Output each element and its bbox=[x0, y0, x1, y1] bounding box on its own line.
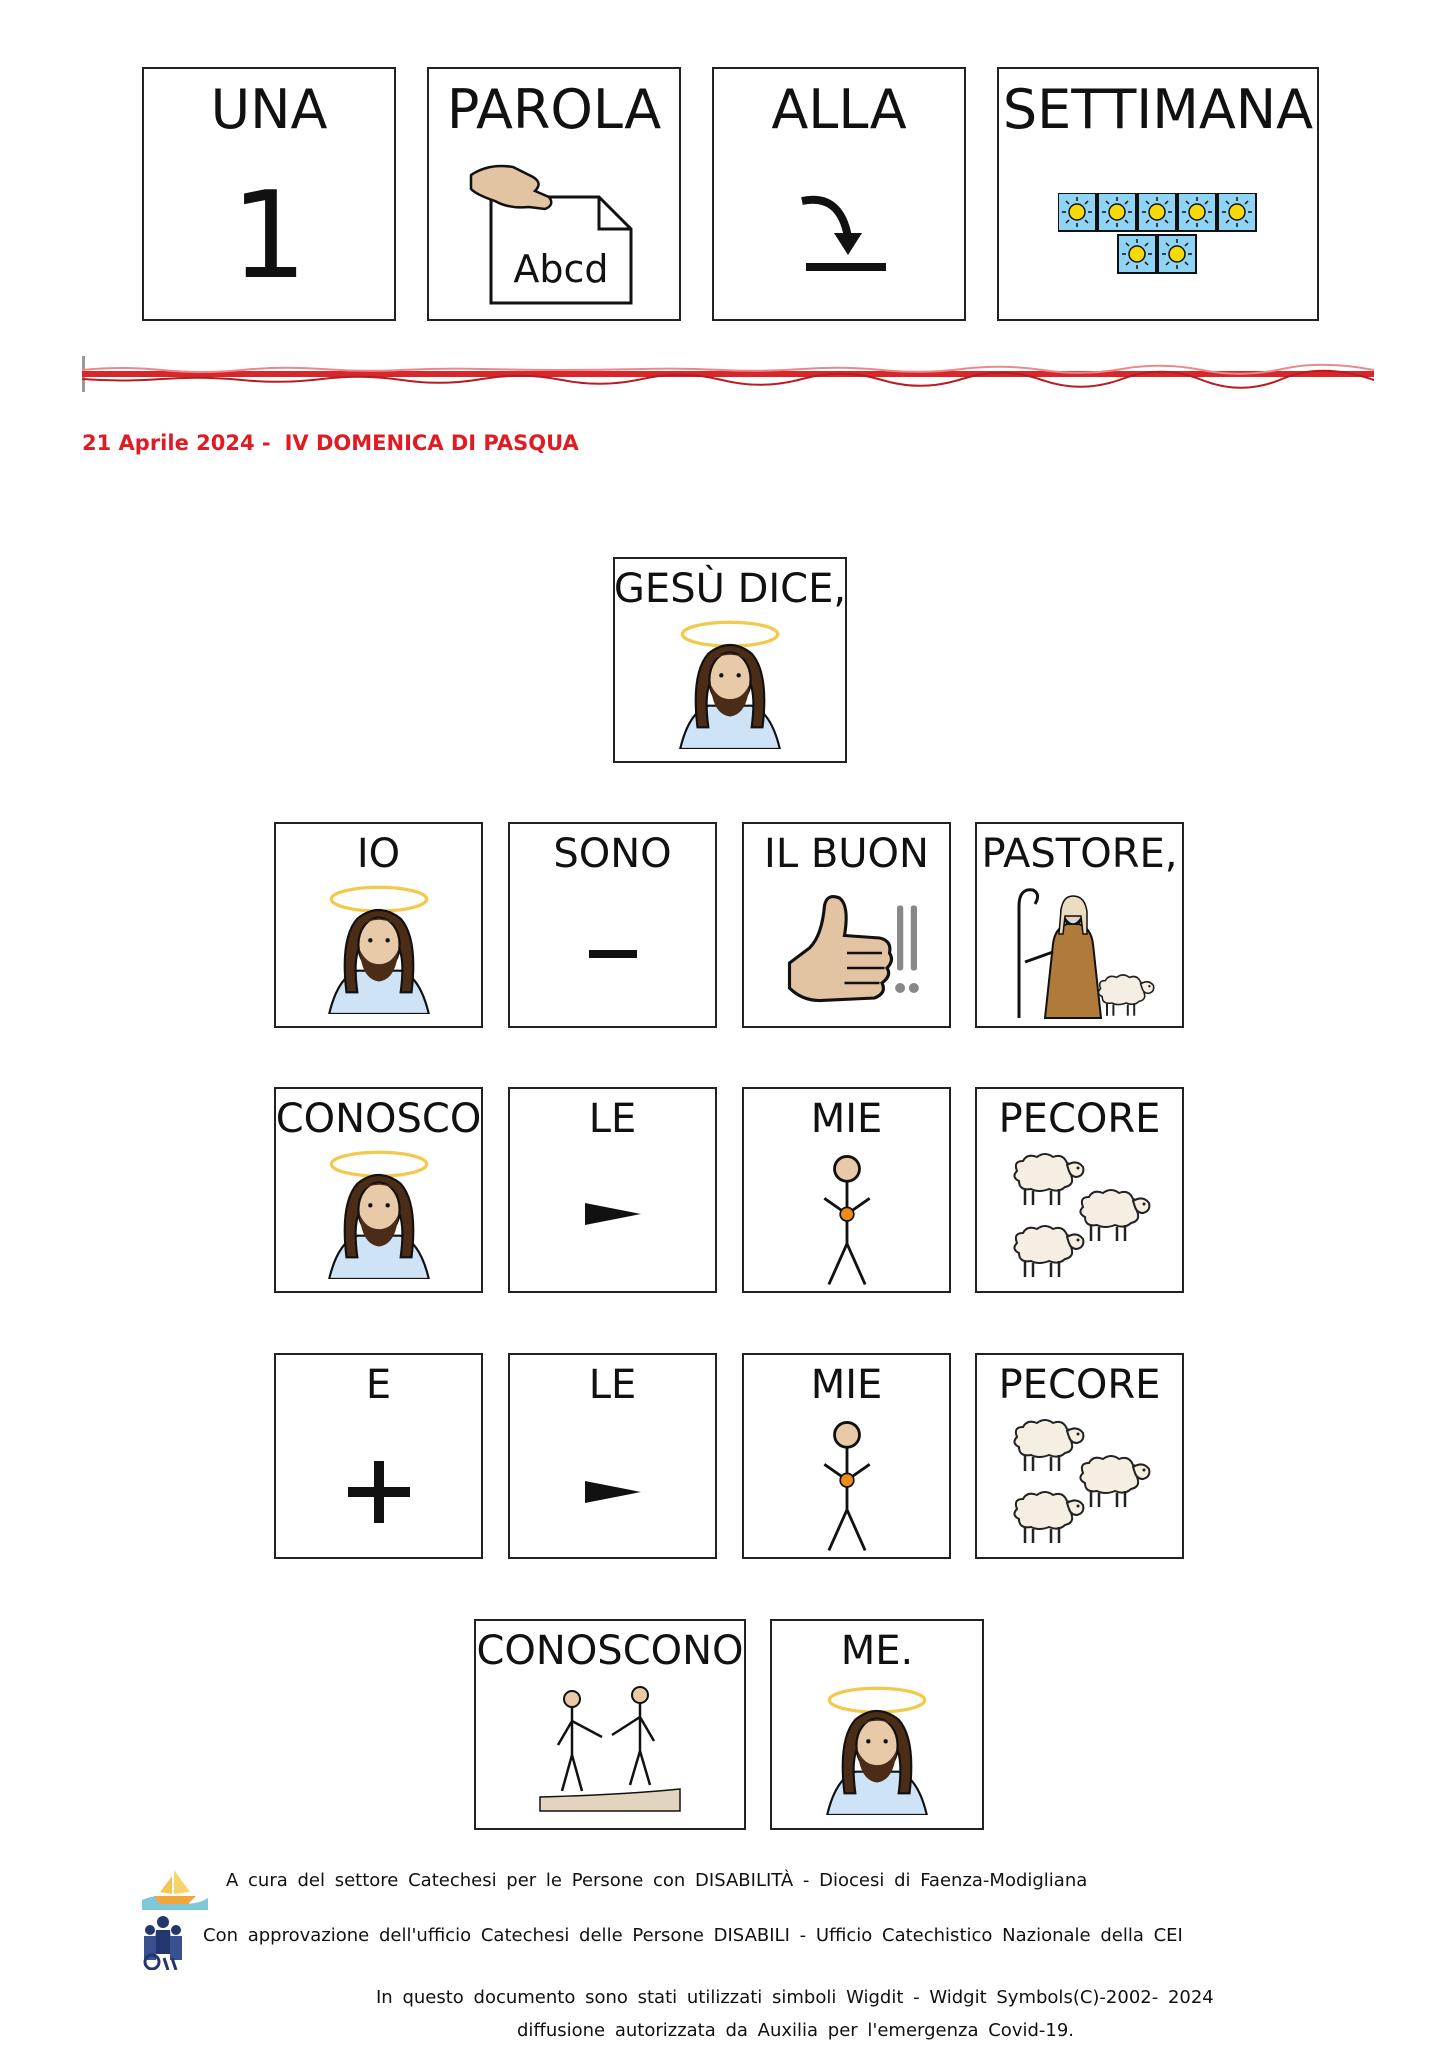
card-word: PASTORE, bbox=[981, 831, 1178, 877]
card-sono bbox=[508, 822, 717, 1028]
card-word: MIE bbox=[810, 1096, 883, 1142]
card-il-buon bbox=[742, 822, 951, 1028]
footer-line-4: diffusione autorizzata da Auxilia per l'emergenza Covid-19. bbox=[517, 2020, 1075, 2041]
date-title-line bbox=[82, 431, 593, 455]
header-card-settimana bbox=[997, 67, 1319, 321]
header-card-una bbox=[142, 67, 396, 321]
shepherd-icon bbox=[1005, 882, 1155, 1022]
sunday-title: IV DOMENICA DI PASQUA bbox=[284, 431, 579, 455]
card-word: IO bbox=[356, 831, 401, 877]
people-group-logo-icon bbox=[138, 1914, 188, 1970]
card-word: PECORE bbox=[998, 1096, 1161, 1142]
card-le bbox=[508, 1353, 717, 1559]
card-word: SONO bbox=[553, 831, 672, 877]
number-one-icon: 1 bbox=[230, 167, 308, 306]
card-pecore bbox=[975, 1353, 1184, 1559]
jesus-icon bbox=[314, 884, 444, 1014]
jesus-icon bbox=[812, 1685, 942, 1815]
card-me bbox=[770, 1619, 984, 1830]
card-word: PECORE bbox=[998, 1362, 1161, 1408]
week-calendar-icon bbox=[1058, 193, 1258, 283]
card-conosco bbox=[274, 1087, 483, 1293]
two-people-meeting-icon bbox=[530, 1685, 690, 1815]
card-word: CONOSCONO bbox=[476, 1628, 744, 1674]
person-self-icon bbox=[812, 1153, 882, 1289]
card-pecore bbox=[975, 1087, 1184, 1293]
triangle-pointer-icon bbox=[583, 1477, 643, 1507]
footer-line-3: In questo documento sono stati utilizzati simboli Wigdit - Widgit Symbols(C)-2002- 2024 bbox=[376, 1987, 1214, 2008]
card-word: ME. bbox=[840, 1628, 914, 1674]
card-le bbox=[508, 1087, 717, 1293]
hand-on-paper-icon bbox=[469, 157, 639, 307]
card-io bbox=[274, 822, 483, 1028]
header-word: ALLA bbox=[771, 78, 907, 141]
triangle-pointer-icon bbox=[583, 1199, 643, 1229]
sheep-flock-icon bbox=[1005, 1417, 1155, 1547]
abcd-text: Abcd bbox=[513, 247, 609, 291]
card-conoscono bbox=[474, 1619, 746, 1830]
decorative-divider bbox=[82, 352, 1374, 392]
jesus-icon bbox=[314, 1149, 444, 1279]
date-text: 21 Aprile 2024 - bbox=[82, 431, 271, 455]
card-word: LE bbox=[588, 1362, 637, 1408]
arrow-down-to-line-icon bbox=[784, 179, 894, 289]
header-card-parola bbox=[427, 67, 681, 321]
person-self-icon bbox=[812, 1419, 882, 1555]
footer-line-1: A cura del settore Catechesi per le Persone con DISABILITÀ - Diocesi di Faenza-Modigliana bbox=[226, 1870, 1088, 1891]
header-word: SETTIMANA bbox=[1002, 78, 1314, 141]
header-card-alla bbox=[712, 67, 966, 321]
card-mie bbox=[742, 1087, 951, 1293]
card-word: LE bbox=[588, 1096, 637, 1142]
footer-line-2: Con approvazione dell'ufficio Catechesi delle Persone DISABILI - Ufficio Catechistico Nazionale della CEI bbox=[203, 1925, 1183, 1946]
card-pastore bbox=[975, 822, 1184, 1028]
header-word: PAROLA bbox=[446, 78, 662, 141]
card-word: MIE bbox=[810, 1362, 883, 1408]
card-gesu-dice bbox=[613, 557, 847, 763]
boat-logo-icon bbox=[140, 1866, 210, 1910]
sheep-flock-icon bbox=[1005, 1151, 1155, 1281]
header-word: UNA bbox=[210, 78, 328, 141]
jesus-icon bbox=[665, 619, 795, 749]
card-word: GESÙ DICE, bbox=[613, 566, 847, 612]
card-mie bbox=[742, 1353, 951, 1559]
thumbs-up-icon bbox=[772, 888, 922, 1013]
plus-icon bbox=[346, 1459, 412, 1525]
card-word: E bbox=[365, 1362, 392, 1408]
dash-icon bbox=[583, 944, 643, 964]
card-e bbox=[274, 1353, 483, 1559]
card-word: CONOSCO bbox=[275, 1096, 482, 1142]
card-word: IL BUON bbox=[764, 831, 929, 877]
